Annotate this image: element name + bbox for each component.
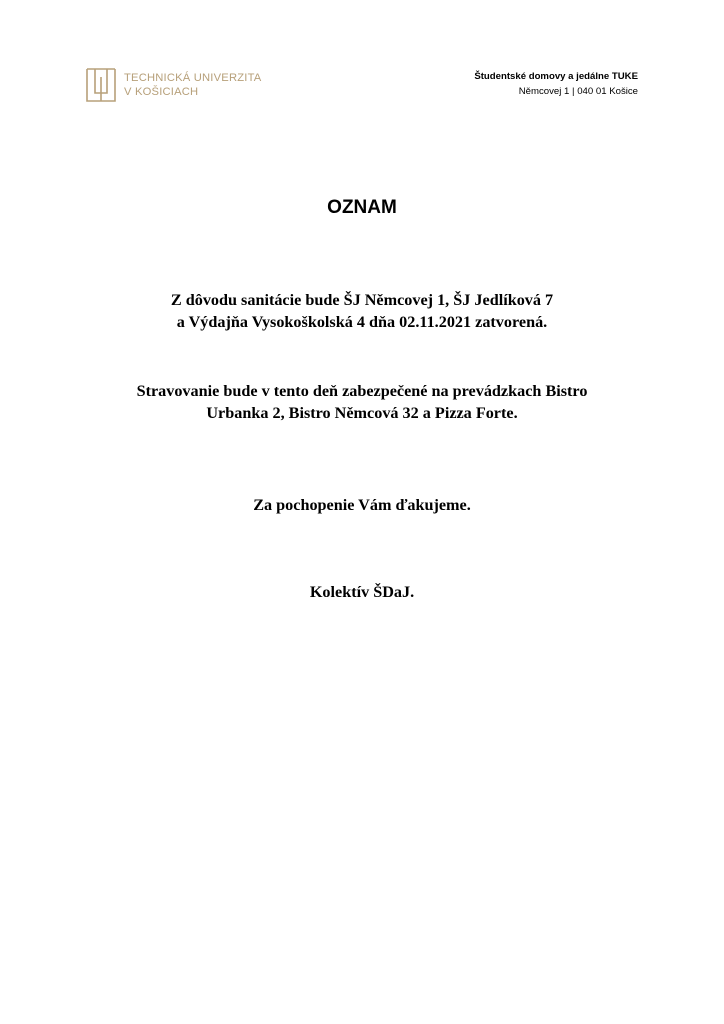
logo-line-2: V KOŠICIACH <box>124 86 199 98</box>
signature-line: Kolektív ŠDaJ. <box>309 583 415 601</box>
organization-address: Němcovej 1 | 040 01 Košice <box>518 86 638 97</box>
logo-line-1: TECHNICKÁ UNIVERZITA <box>124 72 262 84</box>
closure-line-2: a Výdajňa Vysokoškolská 4 dňa 02.11.2021 zatvorená. <box>176 313 548 331</box>
thanks-line: Za pochopenie Vám ďakujeme. <box>253 496 471 514</box>
organization-name: Študentské domovy a jedálne TUKE <box>474 71 638 82</box>
alternative-dining-paragraph <box>60 380 664 424</box>
logo-wordmark <box>124 71 261 99</box>
closure-line-1: Z dôvodu sanitácie bude ŠJ Němcovej 1, ŠJ Jedlíková 7 <box>170 291 554 309</box>
alternative-line-2: Urbanka 2, Bistro Němcová 32 a Pizza Forte. <box>206 404 518 422</box>
closure-paragraph <box>60 289 664 333</box>
tuke-logo-icon <box>86 68 116 102</box>
header-contact <box>474 69 638 99</box>
university-logo <box>86 68 261 102</box>
notice-title: OZNAM <box>327 197 397 218</box>
alternative-line-1: Stravovanie bude v tento deň zabezpečené na prevádzkach Bistro <box>136 382 588 400</box>
